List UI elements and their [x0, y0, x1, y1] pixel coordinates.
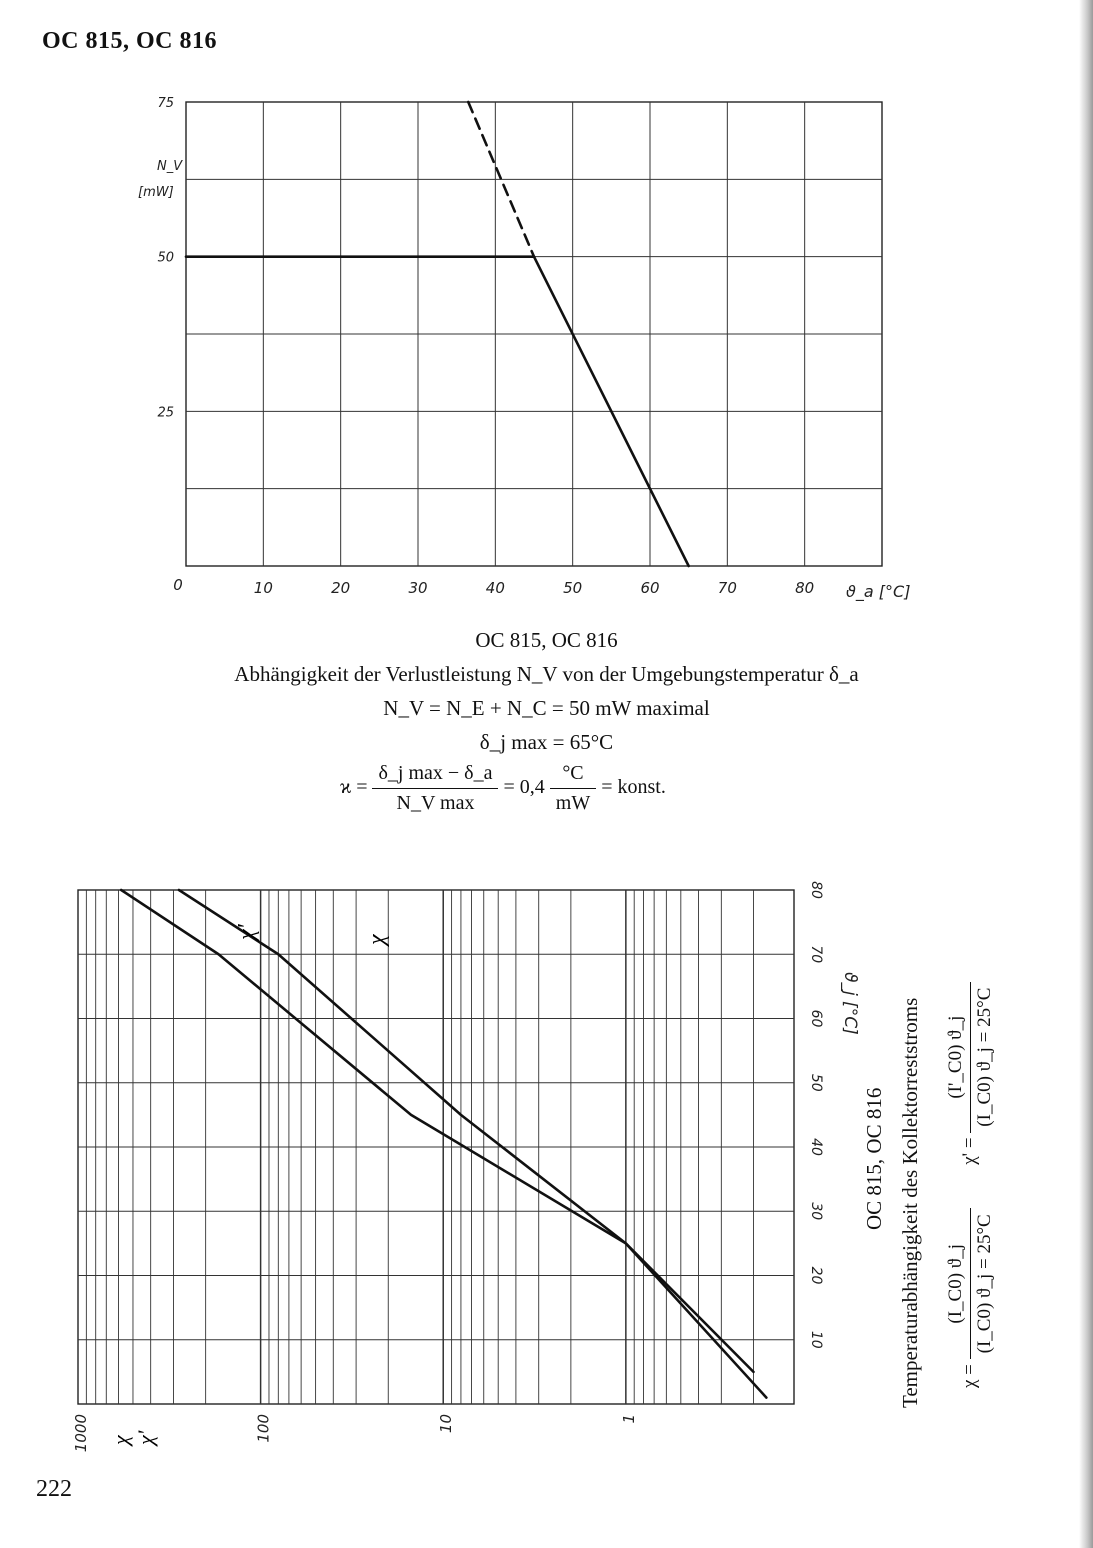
chart2-curve-chi: [179, 890, 766, 1398]
chart1-xtick-label: 70: [717, 579, 737, 597]
formula2-lhs: χ' =: [958, 1137, 980, 1165]
chart2-caption-line: Temperaturabhängigkeit des Kollektorreststroms: [898, 997, 922, 1408]
chart2-temp-tick-label: 70: [808, 945, 824, 964]
chart2-temp-tick-label: 40: [808, 1138, 824, 1156]
chart2-log-tick-label: 100: [254, 1414, 273, 1443]
eq3-numerator: δ_j max − δ_a: [372, 762, 498, 789]
formula1-lhs: χ =: [958, 1364, 980, 1388]
chart1-caption-title: OC 815, OC 816: [475, 628, 618, 652]
page-number: 222: [36, 1476, 72, 1502]
eq3-denominator: N_V max: [396, 792, 475, 814]
chart2-grid: [78, 890, 794, 1404]
formula2-denominator: (I_C0) ϑ_j = 25°C: [974, 987, 995, 1127]
eq3-left: ϰ =: [340, 776, 368, 799]
chart1-xtick-label: 50: [563, 579, 583, 597]
chart2-caption-title: OC 815, OC 816: [862, 1087, 886, 1230]
chart2-log-tick-label: 1: [619, 1414, 638, 1424]
formula2-numerator: (I'_C0) ϑ_j: [945, 982, 971, 1133]
chart1-ytick-label: 25: [157, 405, 174, 421]
chart2-log-tick-label: 1000: [72, 1414, 90, 1453]
chart1-xtick-label: 40: [485, 579, 505, 597]
formula2-fraction: [945, 982, 996, 1133]
formula1-fraction: [945, 1208, 996, 1359]
chart1-ytick-label: 50: [157, 250, 174, 266]
chart2-tick-labels: [72, 881, 824, 1452]
chart1-ytick-label: 75: [157, 96, 174, 111]
chart1-caption-line: Abhängigkeit der Verlustleistung N_V von der Umgebungstemperatur δ_a: [234, 662, 859, 686]
chart2-log-axis-label-chi-prime: χ': [133, 1430, 158, 1445]
eq3-unit-denominator: mW: [555, 792, 591, 814]
chart2-log-axis-label-chi: χ: [108, 1435, 133, 1445]
formula1-numerator: (I_C0) ϑ_j: [945, 1208, 971, 1359]
chart1-xtick-label: 30: [408, 579, 428, 597]
eq3-unit-numerator: °C: [550, 762, 596, 789]
eq3-mid: = 0,4: [503, 776, 545, 799]
chart2-temp-tick-label: 50: [808, 1073, 824, 1092]
chart2-temp-tick-label: 30: [808, 1202, 824, 1221]
chart2-temp-tick-label: 60: [808, 1009, 824, 1028]
chart1-ytick-label: 0: [173, 576, 183, 594]
curve-label-chi-prime: χ': [234, 924, 260, 940]
chart1-xtick-label: 10: [253, 579, 273, 597]
chart2-temp-axis-label: ϑ_j [°C]: [840, 972, 860, 1035]
chart1-ylabel-symbol: N_V: [157, 159, 183, 174]
chart1-xtick-label: 60: [640, 579, 660, 597]
chart1-equation-power: N_V = N_E + N_C = 50 mW maximal: [383, 696, 710, 720]
chart2-formulas: [945, 982, 996, 1388]
chart2-temp-tick-label: 10: [808, 1330, 824, 1349]
curve-label-chi: χ: [364, 934, 390, 945]
chart2-log-tick-label: 10: [437, 1414, 456, 1434]
chart2-curve-chi-prime: [121, 890, 753, 1372]
chart1-ylabel-unit: [mW]: [138, 185, 174, 200]
chart2-temp-tick-label: 20: [808, 1266, 824, 1285]
eq3-right: = konst.: [601, 776, 666, 799]
chart1-xtick-label: 80: [795, 579, 815, 597]
chart1-xlabel: ϑ_a [°C]: [846, 582, 911, 601]
formula1-denominator: (I_C0) ϑ_j = 25°C: [974, 1214, 995, 1354]
chart1-equation-junction: δ_j max = 65°C: [479, 730, 614, 754]
chart1-xtick-label: 20: [331, 579, 351, 597]
chart2-temp-tick-label: 80: [808, 881, 824, 899]
page-header: OC 815, OC 816: [42, 28, 217, 54]
